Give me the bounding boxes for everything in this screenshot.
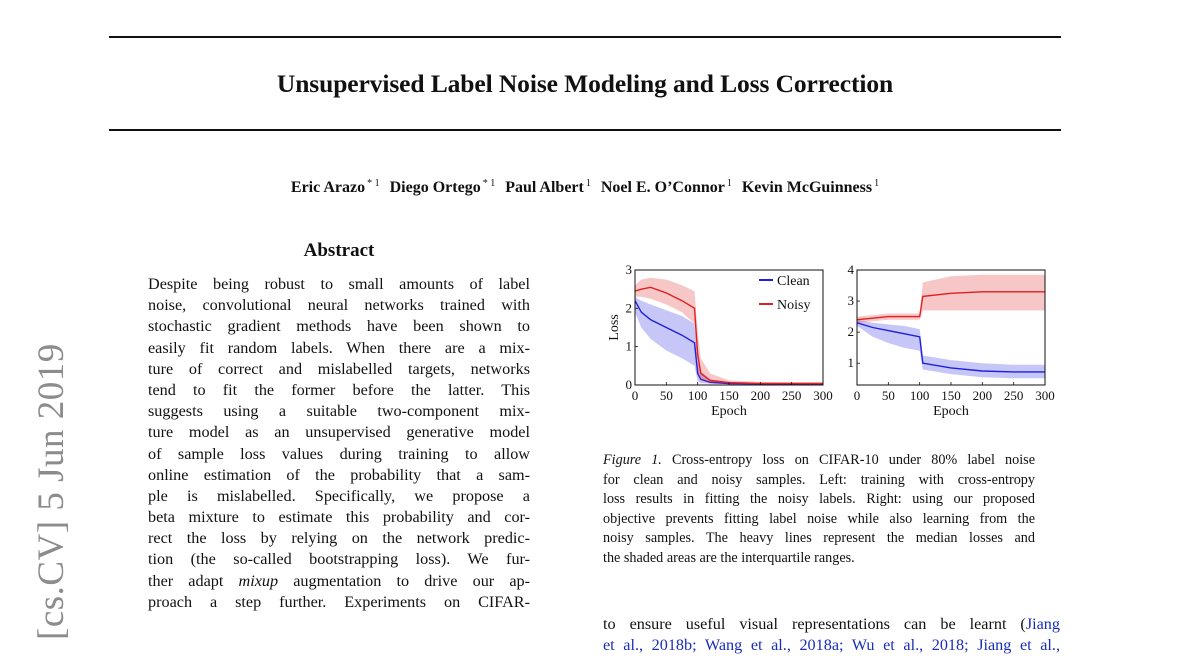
author-name	[505, 179, 591, 196]
author-name-text: Eric Arazo	[290, 179, 366, 197]
body-line	[603, 614, 1060, 635]
arxiv-stamp: [cs.CV] 5 Jun 2019	[31, 343, 72, 640]
y-tick-label: 2	[625, 300, 632, 316]
abstract-line: easily fit random labels. When there are a mix-	[148, 338, 530, 357]
iqr-band-clean	[857, 320, 1045, 379]
caption-line: loss results in fitting the noisy labels. Right: using our proposed	[603, 491, 1035, 508]
paper-title: Unsupervised Label Noise Modeling and Loss Correction	[276, 69, 894, 98]
y-tick-label: 2	[847, 324, 854, 340]
x-tick-label: 250	[1003, 388, 1024, 403]
legend-label-clean: Clean	[777, 274, 810, 289]
abstract-line: stochastic gradient methods have been shown to	[148, 317, 530, 336]
figure-caption	[603, 451, 1035, 569]
author-affiliation: * 1	[482, 178, 496, 189]
author-affiliation: 1	[585, 178, 591, 189]
abstract-line: suggests using a suitable two-component mix-	[148, 402, 530, 421]
y-tick-label: 1	[625, 338, 632, 354]
x-tick-label: 300	[813, 388, 833, 403]
x-tick-label: 200	[972, 388, 993, 403]
x-axis-label: Epoch	[711, 404, 747, 419]
y-tick-label: 3	[847, 293, 854, 309]
iqr-band-noisy	[857, 275, 1045, 323]
author-name	[390, 179, 496, 196]
caption-line: Figure 1. Cross-entropy loss on CIFAR-10 under 80% label noise	[603, 452, 1035, 468]
citation-link[interactable]: et al., 2018b; Wang et al., 2018a; Wu et al., 2018; Jiang et al.,	[603, 636, 1060, 655]
author-name	[742, 179, 879, 196]
x-tick-label: 0	[853, 388, 861, 403]
x-tick-label: 150	[941, 388, 961, 403]
abstract-line: ther adapt mixup augmentation to drive our ap-	[148, 571, 530, 590]
abstract-line: ture model as an unsupervised generative model	[148, 423, 530, 442]
y-tick-label: 1	[847, 355, 854, 371]
author-affiliation: * 1	[367, 178, 380, 189]
x-tick-label: 200	[750, 388, 771, 403]
author-affiliation: 1	[874, 178, 880, 189]
abstract-line: tion (the so-called bootstrapping loss). We fur-	[148, 550, 530, 569]
x-axis-label: Epoch	[933, 404, 969, 419]
caption-label: Figure 1.	[603, 452, 662, 468]
abstract-line: rect the loss by relying on the network predic-	[148, 529, 530, 548]
author-name-text: Paul Albert	[505, 179, 584, 197]
author-list	[109, 173, 1061, 199]
author-name-text: Kevin McGuinness	[741, 179, 873, 197]
y-tick-label: 4	[847, 262, 854, 277]
body-line	[603, 635, 1060, 656]
citation-link[interactable]: Jiang	[1025, 615, 1060, 633]
x-tick-label: 0	[631, 388, 639, 403]
caption-line: noisy samples. The heavy lines represent the median losses and	[603, 530, 1035, 547]
author-name-text: Noel E. O’Connor	[600, 179, 725, 197]
x-tick-label: 50	[659, 388, 673, 403]
caption-line: the shaded areas are the interquartile ranges.	[603, 549, 855, 566]
title-rule-top	[109, 36, 1061, 38]
x-tick-label: 300	[1035, 388, 1055, 403]
x-tick-label: 50	[881, 388, 895, 403]
loss-charts	[600, 262, 1060, 432]
caption-line: objective prevents fitting label noise while also learning from the	[603, 510, 1035, 527]
x-tick-label: 100	[687, 388, 708, 403]
x-tick-label: 250	[781, 388, 802, 403]
x-tick-label: 100	[909, 388, 930, 403]
caption-line: for clean and noisy samples. Left: training with cross-entropy	[603, 471, 1035, 488]
abstract-line: tend to fit the former before the latter. This	[148, 380, 530, 399]
abstract-body	[148, 274, 530, 613]
y-tick-label: 3	[625, 262, 632, 277]
y-axis-label: Loss	[607, 314, 622, 341]
abstract-line: ple is mislabelled. Specifically, we propose a	[148, 486, 530, 505]
abstract-line: noise, convolutional neural networks trained with	[148, 296, 530, 315]
x-tick-label: 150	[719, 388, 739, 403]
abstract-line: proach a step further. Experiments on CIFAR-	[148, 592, 530, 611]
figure-1	[600, 262, 1060, 432]
legend-label-noisy: Noisy	[777, 298, 811, 313]
author-name	[601, 179, 732, 196]
abstract-line: ture of correct and mislabelled targets, networks	[148, 359, 530, 378]
abstract-heading: Abstract	[303, 240, 375, 261]
body-text	[603, 614, 1060, 656]
abstract-line: Despite being robust to small amounts of label	[148, 275, 530, 293]
author-name	[291, 179, 380, 196]
title-rule-bottom	[109, 129, 1061, 131]
abstract-line: beta mixture to estimate this probability and cor-	[148, 508, 530, 527]
author-name-text: Diego Ortego	[389, 179, 481, 197]
body-text-fragment: to ensure useful visual representations can be learnt (	[603, 615, 1026, 633]
abstract-line: of sample loss values during training to allow	[148, 444, 530, 463]
abstract-line: online estimation of the probability that a sam-	[148, 465, 530, 484]
y-tick-label: 0	[625, 377, 632, 392]
author-affiliation: 1	[726, 178, 732, 189]
